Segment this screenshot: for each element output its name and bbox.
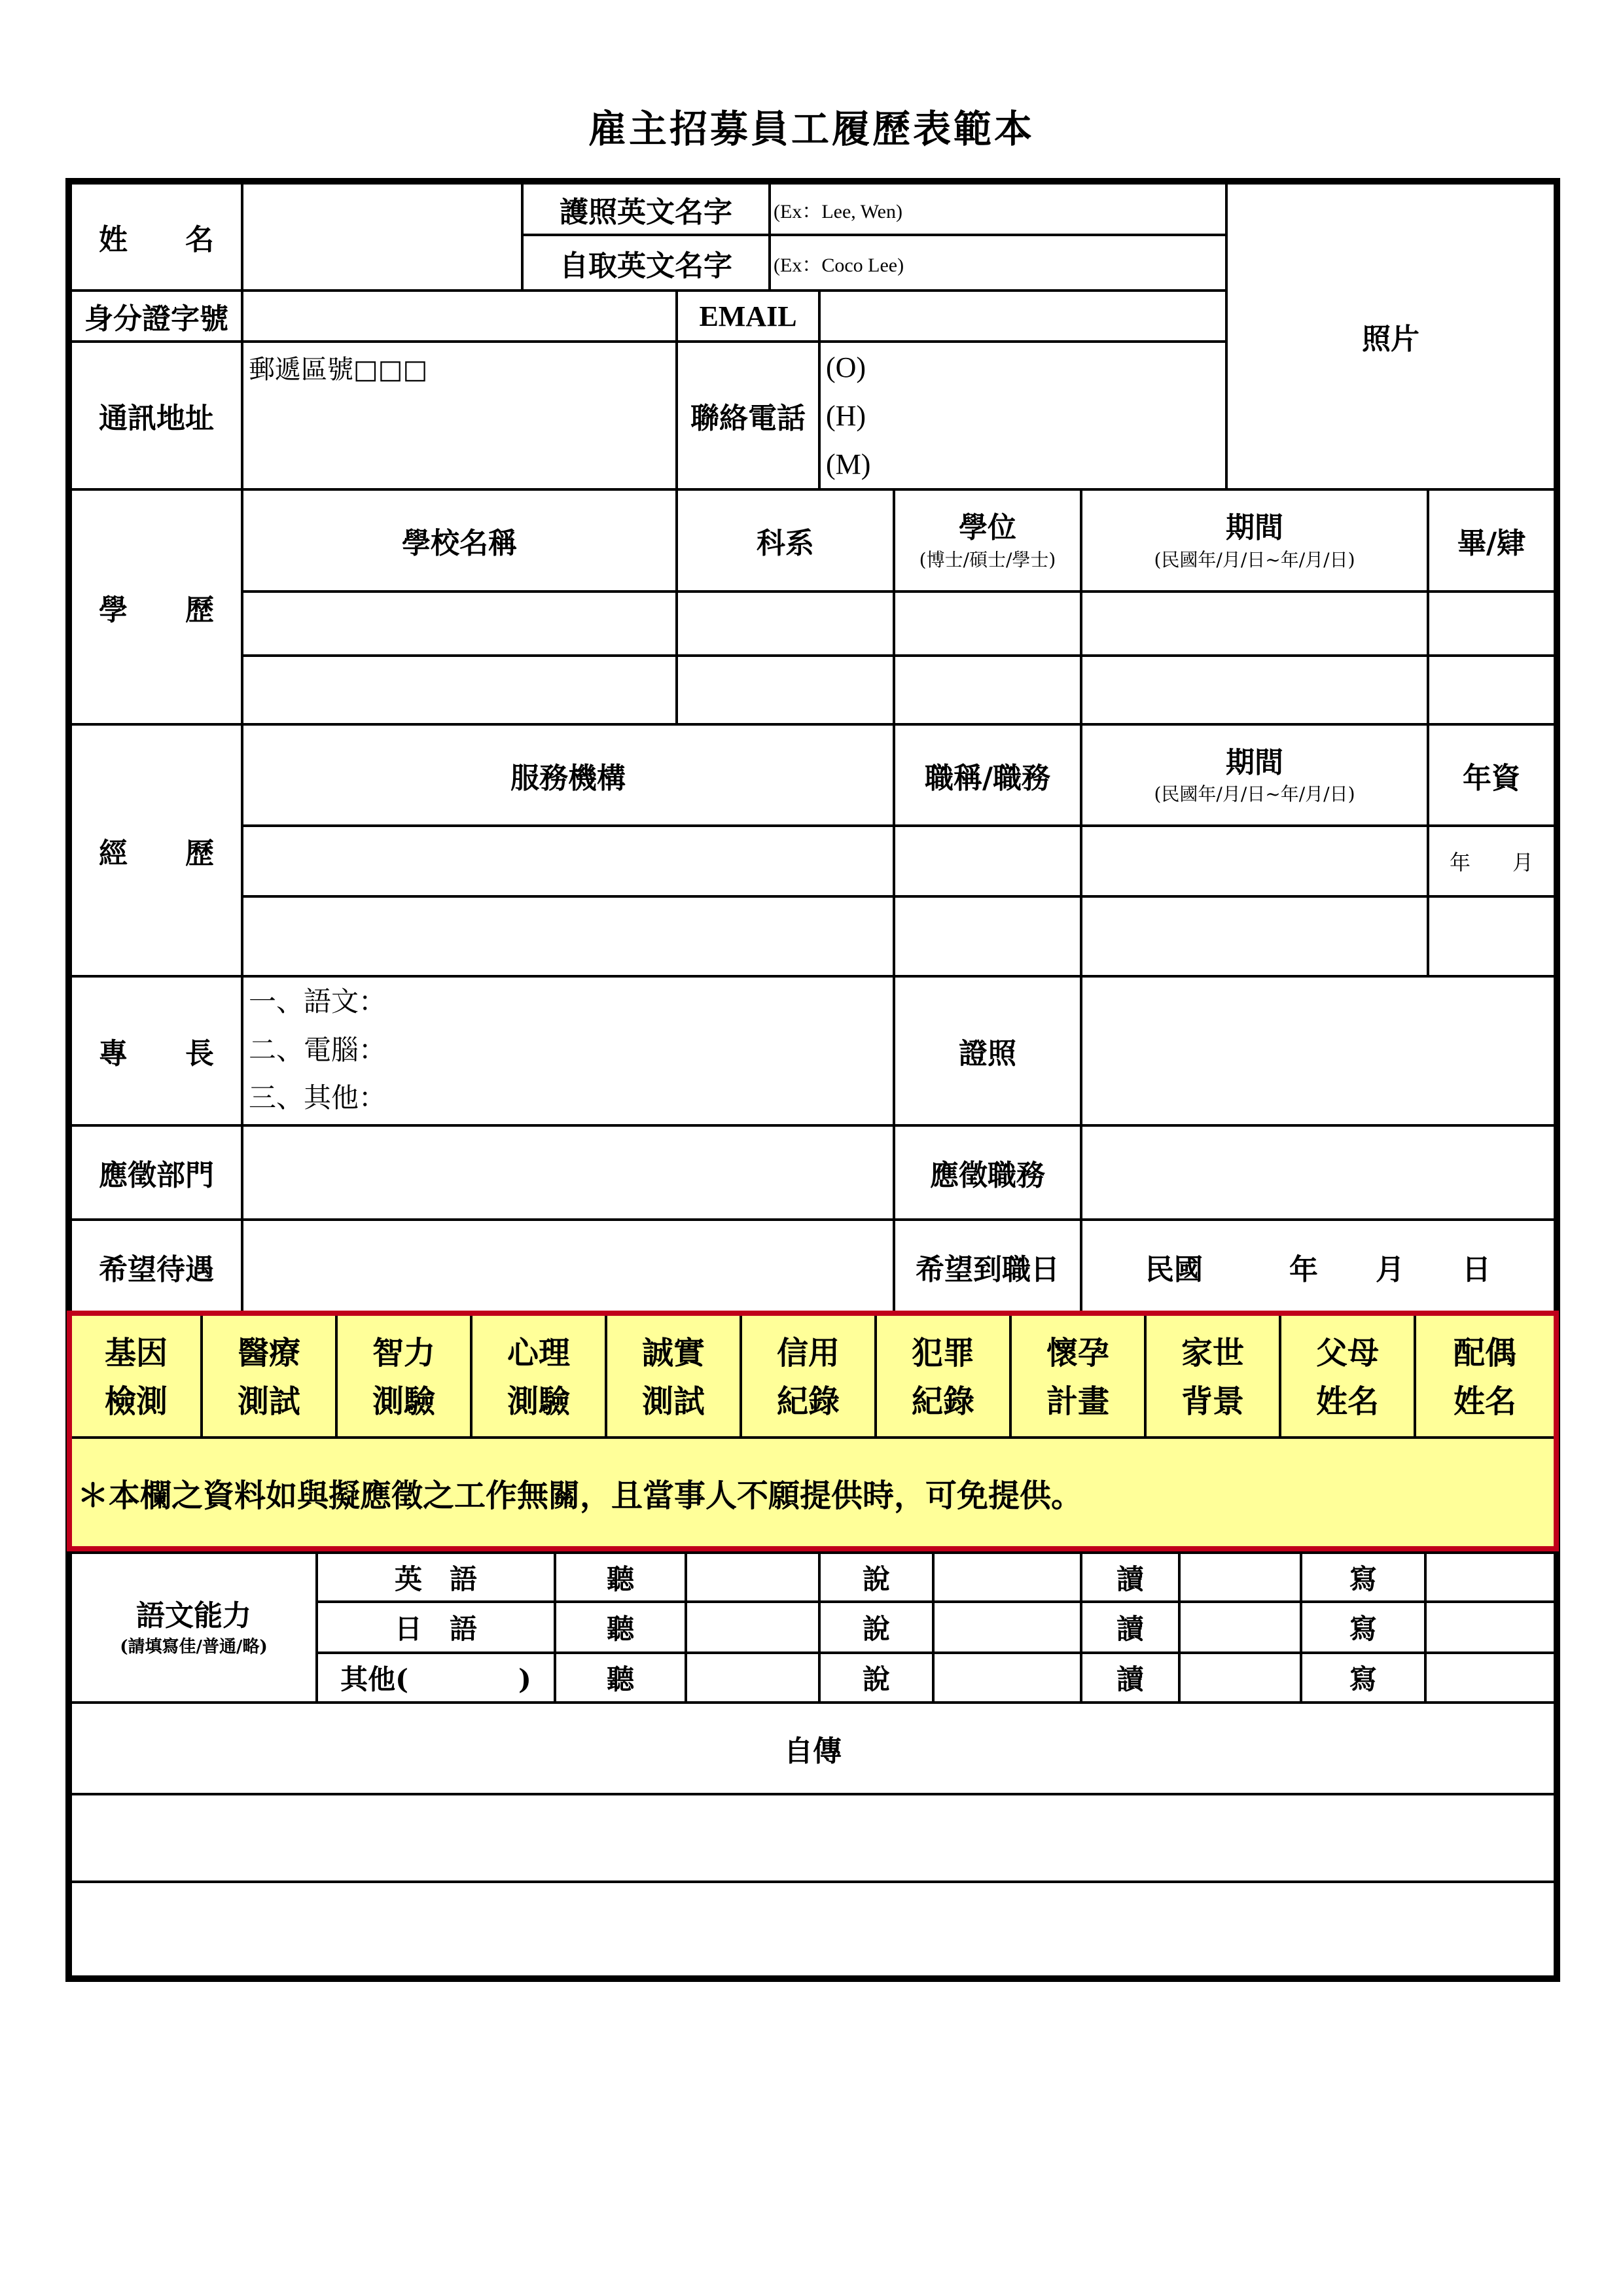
school-header: 學校名稱 [402, 527, 517, 560]
language-listen-cell: 聽 [606, 1663, 634, 1695]
photo-area[interactable]: 照片 [1362, 323, 1419, 356]
language-speak-cell: 說 [862, 1563, 890, 1595]
edu-period-sub: (民國年/月/日~年/月/日) [1154, 548, 1355, 571]
skill-language: 一、語文： [249, 985, 387, 1017]
language-speak-cell: 說 [862, 1663, 890, 1695]
skills-list[interactable] [249, 978, 890, 1124]
sensitive-item [607, 1318, 740, 1436]
edu-period-title: 期間 [1226, 511, 1283, 545]
sensitive-item [473, 1318, 605, 1436]
chosen-name-label: 自取英文名字 [560, 249, 732, 283]
exp-period-sub: (民國年/月/日~年/月/日) [1154, 783, 1355, 805]
sensitive-item-top: 配偶 [1453, 1334, 1516, 1371]
sensitive-item-bottom: 背景 [1181, 1383, 1244, 1420]
language-write-cell: 寫 [1349, 1563, 1377, 1595]
sensitive-item-bottom: 紀錄 [776, 1383, 840, 1420]
sensitive-item-top: 信用 [776, 1334, 840, 1371]
sensitive-item [72, 1318, 200, 1436]
skill-computer: 二、電腦： [249, 1033, 387, 1066]
id-number-input[interactable] [243, 292, 675, 340]
sensitive-item [1012, 1318, 1144, 1436]
apply-position-label: 應徵職務 [930, 1159, 1045, 1192]
apply-dept-label: 應徵部門 [99, 1159, 214, 1192]
sensitive-item-bottom: 檢測 [104, 1383, 168, 1420]
sensitive-item-top: 父母 [1315, 1334, 1379, 1371]
name-input[interactable] [243, 185, 521, 289]
language-write-cell: 寫 [1349, 1613, 1377, 1645]
license-label: 證照 [959, 1037, 1016, 1070]
autobiography-line-1[interactable] [72, 1795, 1554, 1881]
sensitive-item-top: 誠實 [641, 1334, 705, 1371]
language-lang-cell: 日 語 [394, 1613, 477, 1645]
sensitive-item-bottom: 姓名 [1315, 1383, 1379, 1420]
language-ability-label [72, 1554, 315, 1701]
sensitive-item-bottom: 計畫 [1046, 1383, 1109, 1420]
language-read-cell: 讀 [1116, 1613, 1144, 1645]
salary-label: 希望待遇 [99, 1252, 214, 1286]
language-speak-cell: 說 [862, 1613, 890, 1645]
sensitive-notice: ＊本欄之資料如與擬應徵之工作無關，且當事人不願提供時，可免提供。 [77, 1477, 1083, 1514]
autobiography-line-2[interactable] [72, 1883, 1554, 1975]
start-date-label: 希望到職日 [916, 1252, 1060, 1286]
name-label: 姓 名 [99, 223, 214, 256]
sensitive-item-bottom: 測試 [237, 1383, 300, 1420]
org-header: 服務機構 [510, 761, 626, 795]
sensitive-item [742, 1318, 874, 1436]
chosen-name-input[interactable]: (Ex：Coco Lee) [774, 254, 904, 276]
sensitive-item [1147, 1318, 1279, 1436]
experience-section-label: 經 歷 [99, 836, 214, 870]
seniority-unit[interactable]: 年 月 [1449, 850, 1533, 875]
passport-name-label: 護照英文名字 [560, 195, 732, 229]
sensitive-item-bottom: 姓名 [1453, 1383, 1516, 1420]
sensitive-item-bottom: 紀錄 [911, 1383, 974, 1420]
sensitive-item-top: 犯罪 [911, 1334, 974, 1371]
page-title: 雇主招募員工履歷表範本 [588, 107, 1035, 151]
language-lang-cell: 英 語 [394, 1563, 477, 1595]
degree-title: 學位 [959, 511, 1016, 545]
phone-home-input[interactable]: (H) [826, 399, 866, 432]
id-number-label: 身分證字號 [84, 302, 228, 336]
phone-office-input[interactable]: (O) [826, 351, 866, 383]
sensitive-item-bottom: 測驗 [507, 1383, 570, 1420]
sensitive-item-top: 懷孕 [1046, 1334, 1109, 1371]
sensitive-item-bottom: 測試 [641, 1383, 705, 1420]
sensitive-item [1416, 1318, 1554, 1436]
degree-sub: (博士/碩士/學士) [919, 548, 1056, 571]
language-lang-cell: 其他( ) [340, 1663, 531, 1695]
email-label: EMAIL [699, 300, 797, 332]
autobiography-label: 自傳 [784, 1735, 842, 1768]
address-input[interactable]: 郵遞區號□□□ [249, 354, 428, 385]
email-input[interactable] [821, 292, 1225, 340]
sensitive-item-top: 心理 [507, 1334, 570, 1371]
degree-header [895, 491, 1080, 590]
language-read-cell: 讀 [1116, 1563, 1144, 1595]
sensitive-item [1281, 1318, 1414, 1436]
sensitive-item-bottom: 測驗 [372, 1383, 435, 1420]
start-date-input[interactable]: 民國 年 月 日 [1145, 1252, 1491, 1286]
sensitive-item [203, 1318, 335, 1436]
seniority-header: 年資 [1463, 761, 1520, 795]
language-write-cell: 寫 [1349, 1663, 1377, 1695]
edu-period-header [1082, 491, 1427, 590]
job-title-header: 職稱/職務 [924, 761, 1051, 795]
sensitive-item-top: 家世 [1181, 1334, 1244, 1371]
education-section-label: 學 歷 [99, 593, 214, 627]
passport-name-input[interactable]: (Ex：Lee, Wen) [774, 200, 902, 222]
phone-label: 聯絡電話 [690, 402, 806, 435]
sensitive-item-top: 醫療 [237, 1334, 300, 1371]
address-label: 通訊地址 [99, 402, 214, 435]
sensitive-item-top: 基因 [104, 1334, 168, 1371]
sensitive-item-top: 智力 [372, 1334, 435, 1371]
language-sub: (請填寫佳/普通/略) [120, 1636, 268, 1657]
skill-other: 三、其他： [249, 1082, 387, 1114]
language-listen-cell: 聽 [606, 1613, 634, 1645]
sensitive-item [338, 1318, 470, 1436]
phone-mobile-input[interactable]: (M) [826, 448, 871, 480]
exp-period-header [1082, 726, 1427, 824]
grad-header: 畢/肄 [1457, 527, 1526, 560]
language-listen-cell: 聽 [606, 1563, 634, 1595]
exp-period-title: 期間 [1226, 745, 1283, 779]
skills-section-label: 專 長 [99, 1037, 214, 1070]
dept-header: 科系 [757, 527, 814, 560]
language-read-cell: 讀 [1116, 1663, 1144, 1695]
language-title: 語文能力 [136, 1599, 251, 1633]
sensitive-item [877, 1318, 1009, 1436]
